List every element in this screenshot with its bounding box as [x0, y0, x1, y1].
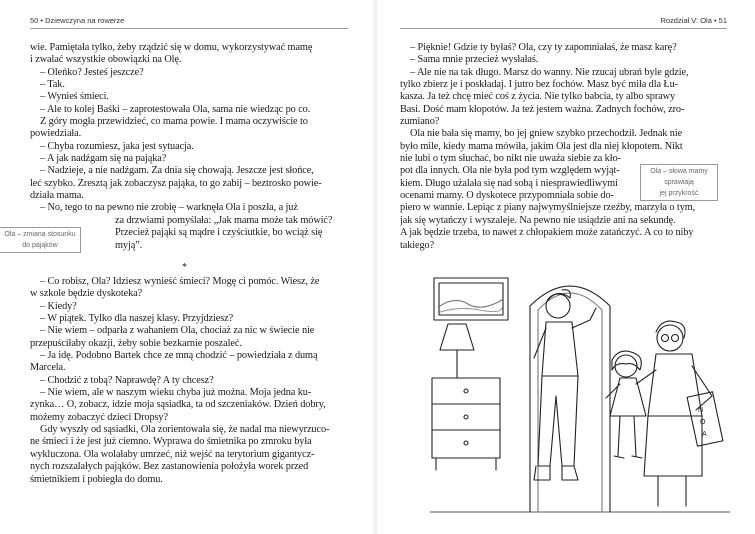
section-separator: *: [182, 262, 187, 273]
mother-figure: [534, 290, 596, 480]
text-line: – Kiedy?: [40, 300, 77, 312]
margin-note-line: Ola – słowa mamy sprawiają: [650, 168, 708, 186]
text-line: – No, tego to na pewno nie zrobię – warknęła Ola i poszła, a już: [40, 202, 298, 214]
text-line: – Chodzić z tobą? Naprawdę? A ty chcesz?: [40, 374, 214, 386]
text-line: – Tak.: [40, 79, 65, 91]
text-line: takiego?: [400, 239, 435, 251]
left-page: [0, 0, 375, 534]
text-line: ocenami mamy. O dyskotece przypomniała sobie do-: [400, 190, 614, 202]
text-line: pot dla innych. Ola nie była pod tym względem wyjąt-: [400, 165, 620, 177]
girl-figure: [606, 351, 656, 458]
text-line: – Nie wiem, ale w naszym wieku chyba już można. Moja jedna ku-: [40, 387, 312, 399]
text-line: – Wynieś śmieci.: [40, 91, 109, 103]
margin-note-line: Ola – zmiana stosunku: [4, 231, 76, 238]
margin-note-line: jej przykrość: [659, 190, 699, 197]
right-page-header: Rozdział V: Ola • 51: [660, 16, 727, 25]
text-line: kasza. Ja też chcę mieć coś z życia. Nie tylko babcia, ty albo sprawy: [400, 91, 675, 103]
text-line: Marcela.: [30, 362, 66, 374]
text-line: Ola nie bała się mamy, bo jej gniew szybko przechodził. Jednak nie: [410, 128, 683, 140]
wall-picture: [434, 278, 508, 320]
text-line: w szkole będzie dyskoteka?: [30, 288, 143, 300]
chest-of-drawers: [432, 378, 500, 470]
text-line: powiedziała.: [30, 128, 82, 140]
box-letter: O: [700, 419, 706, 426]
text-line: przepuściłaby okazji, żeby sobie bezkarnie poszaleć.: [30, 337, 242, 349]
right-header-rule: [400, 28, 727, 29]
text-line: – Ale to kolej Baśki – zaprotestowała Ola, sama nie wiedząc po co.: [40, 103, 311, 115]
text-line: wykluczona. Ola wolałaby umrzeć, niż wejść na terytorium gigantycz-: [30, 448, 315, 460]
text-line: – Sama mnie przecież wysłałaś.: [410, 54, 539, 66]
text-line: – A jak nadźgam się na pająka?: [40, 153, 167, 165]
text-line: – Co robisz, Ola? Idziesz wynieść śmieci? Mogę ci pomóc. Wiesz, że: [40, 276, 320, 287]
left-margin-note: [0, 227, 81, 253]
text-line: tylko zbierz je i poskładaj. I jutro bez fochów. Masz być miła dla Łu-: [400, 79, 678, 91]
text-line: zumiano?: [400, 116, 440, 128]
text-line: Gdy wyszły od sąsiadki, Ola zorientowała się, że nadal ma niewyrzuco-: [40, 424, 330, 436]
text-line: działa mama.: [30, 190, 84, 202]
doorway: [530, 286, 610, 512]
left-header-rule: [30, 28, 348, 29]
text-line: – Nadzieje, a nie nadźgam. Za dnia się chowają. Jeszcze jest słońce,: [40, 165, 314, 177]
text-line: Basi. Dość mam kłopotów. Ja też jestem ważna. Żadnych fochów, zro-: [400, 103, 685, 115]
text-line: ne śmieci i że jest już ciemno. Wyprawa do śmietnika po zmroku była: [30, 436, 312, 448]
text-line: – Nie wiem – odparła z wahaniem Ola, chociaż za nic w świecie nie: [40, 325, 315, 337]
text-line: i zwalać wszystkie obowiązki na Olę.: [30, 54, 182, 66]
text-line: – Ale nie na tak długo. Marsz do wanny. Nie rzucaj ubrań byle gdzie,: [410, 66, 689, 78]
text-line: – Oleńko? Jesteś jeszcze?: [40, 66, 144, 78]
text-line: nych rozszalałych pająków. Bez zastanowienia położyła worek przed: [30, 461, 309, 473]
text-line: myją”.: [115, 239, 143, 251]
grandmother-figure: [644, 321, 723, 506]
margin-note-line: do pająków: [22, 242, 58, 249]
text-line: nie lubi o tym słuchać, bo nikt nie uważa siebie za kło-: [400, 153, 621, 165]
text-line: – Pięknie! Gdzie ty byłaś? Ola, czy ty zapomniałaś, że masz karę?: [410, 42, 677, 53]
text-line: wie. Pamiętała tylko, żeby rządzić się w domu, wykorzystywać mamę: [30, 42, 313, 53]
left-text-block-1: [30, 42, 348, 252]
box-letter: A: [702, 431, 707, 438]
left-text-block-2: [30, 276, 348, 486]
right-text-block-1: [400, 42, 727, 252]
text-line: możemy zobaczyć dzieci Dropsy?: [30, 411, 168, 423]
text-line: A jak będzie trzeba, to nawet z chłopakiem może zatańczyć. A co to niby: [400, 227, 694, 239]
family-illustration: [430, 266, 730, 516]
text-line: – Chyba rozumiesz, jaka jest sytuacja.: [40, 140, 194, 152]
box-letter: N: [698, 407, 704, 414]
lamp: [440, 324, 474, 378]
text-line: było mile, kiedy mama mówiła, jakim Ola jest dla niej kłopotem. Nikt: [400, 140, 683, 152]
text-line: śmietnikiem i pobiegła do domu.: [30, 473, 163, 485]
text-line: jak się wytańczy i wyszaleje. Na pewno nie usiądzie ani na sekundę.: [400, 214, 676, 226]
text-line: piero w wannie. Lepiąc z piany najwymyślniejsze rzeźby, marzyła o tym,: [400, 202, 696, 214]
right-page: [378, 0, 755, 534]
text-line: leć szybko. Zresztą jak zobaczysz pająka, to go zabij – beztrosko powie-: [30, 177, 322, 189]
left-page-header: 50 • Dziewczyna na rowerze: [30, 16, 125, 25]
text-line: za drzwiami pomyślała: „Jak mama może tak mówić?: [115, 214, 333, 226]
text-line: zynka… O, zobacz, idzie moja sąsiadka, ta od szczeniaków. Dzień dobry,: [30, 399, 326, 411]
right-margin-note: [640, 164, 718, 201]
text-line: Z góry mogła przewidzieć, co mama powie. I mama oczywiście to: [40, 116, 308, 128]
text-line: – Ja idę. Podobno Bartek chce ze mną chodzić – powiedziała z dumą: [40, 350, 318, 362]
text-line: – W piątek. Tylko dla naszej klasy. Przyjdziesz?: [40, 313, 234, 325]
text-line: Przecież pająki są mądre i czyściutkie, bo wciąż się: [115, 227, 323, 239]
text-line: kiem. Długo użalała się nad sobą i niesprawiedliwymi: [400, 177, 618, 189]
